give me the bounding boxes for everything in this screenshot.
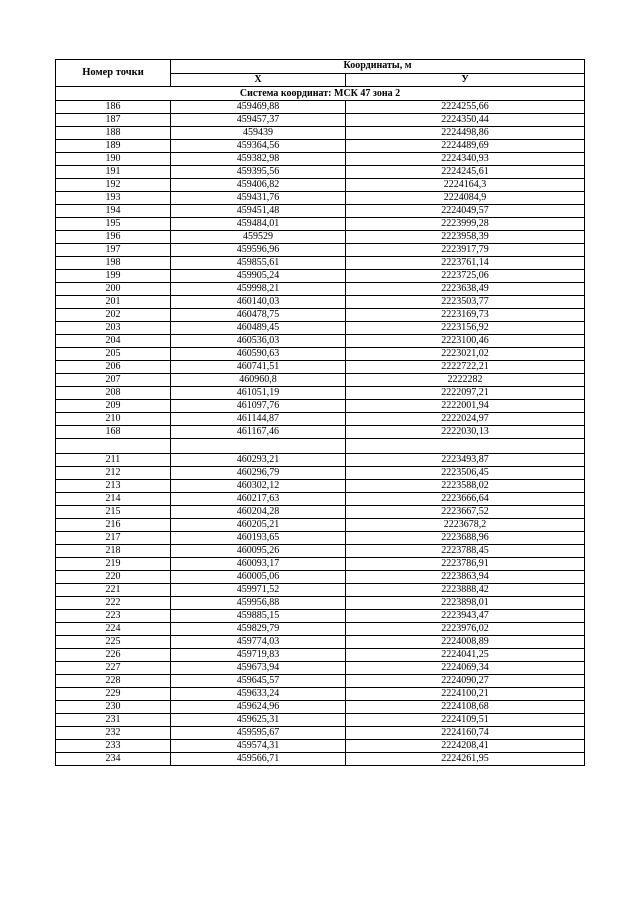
table-row [56, 140, 585, 153]
point-number-cell: 218 [56, 545, 171, 558]
point-number-header: Номер точки [56, 60, 171, 87]
table-row [56, 480, 585, 493]
table-row [56, 322, 585, 335]
x-coordinate-cell: 459855,61 [171, 257, 346, 270]
point-number-cell: 230 [56, 701, 171, 714]
x-coordinate-cell: 459624,96 [171, 701, 346, 714]
x-coordinate-cell: 460205,21 [171, 519, 346, 532]
x-coordinate-cell: 459469,88 [171, 101, 346, 114]
point-number-cell: 193 [56, 192, 171, 205]
y-coordinate-cell: 2223917,79 [346, 244, 585, 257]
y-coordinate-cell: 2223100,46 [346, 335, 585, 348]
y-coordinate-cell: 2223503,77 [346, 296, 585, 309]
point-number-cell: 226 [56, 649, 171, 662]
point-number-cell: 209 [56, 400, 171, 413]
y-coordinate-cell: 2223725,06 [346, 270, 585, 283]
y-coordinate-cell: 2223863,94 [346, 571, 585, 584]
table-row [56, 545, 585, 558]
y-coordinate-cell: 2223588,02 [346, 480, 585, 493]
point-number-cell: 188 [56, 127, 171, 140]
table-row [56, 467, 585, 480]
point-number-cell: 223 [56, 610, 171, 623]
table-row [56, 532, 585, 545]
y-coordinate-cell: 2223788,45 [346, 545, 585, 558]
y-coordinate-cell: 2223943,47 [346, 610, 585, 623]
y-coordinate-cell: 2223761,14 [346, 257, 585, 270]
point-number-cell: 208 [56, 387, 171, 400]
point-number-cell: 200 [56, 283, 171, 296]
y-coordinate-cell: 2224208,41 [346, 740, 585, 753]
y-coordinate-cell: 2222097,21 [346, 387, 585, 400]
x-coordinate-cell: 460193,65 [171, 532, 346, 545]
point-number-cell: 216 [56, 519, 171, 532]
table-row [56, 675, 585, 688]
x-coordinate-cell: 459885,15 [171, 610, 346, 623]
x-coordinate-cell: 459529 [171, 231, 346, 244]
y-coordinate-cell: 2224340,93 [346, 153, 585, 166]
y-coordinate-cell: 2224108,68 [346, 701, 585, 714]
point-number-cell: 221 [56, 584, 171, 597]
y-coordinate-cell: 2223156,92 [346, 322, 585, 335]
x-coordinate-cell: 460296,79 [171, 467, 346, 480]
y-coordinate-cell: 2224100,21 [346, 688, 585, 701]
point-number-cell: 227 [56, 662, 171, 675]
x-coordinate-cell: 460478,75 [171, 309, 346, 322]
table-row [56, 127, 585, 140]
table-row [56, 335, 585, 348]
y-coordinate-cell: 2223493,87 [346, 454, 585, 467]
x-coordinate-cell: 461144,87 [171, 413, 346, 426]
table-row [56, 623, 585, 636]
x-coordinate-cell: 459439 [171, 127, 346, 140]
x-coordinate-cell: 460590,63 [171, 348, 346, 361]
point-number-cell: 211 [56, 454, 171, 467]
x-coordinate-cell: 460302,12 [171, 480, 346, 493]
point-number-cell: 229 [56, 688, 171, 701]
table-row [56, 166, 585, 179]
y-coordinate-cell: 2224090,27 [346, 675, 585, 688]
x-coordinate-cell: 459395,56 [171, 166, 346, 179]
y-coordinate-cell: 2222024,97 [346, 413, 585, 426]
point-number-cell: 204 [56, 335, 171, 348]
y-coordinate-cell: 2224498,86 [346, 127, 585, 140]
x-coordinate-cell: 460005,06 [171, 571, 346, 584]
y-coordinate-cell: 2224049,57 [346, 205, 585, 218]
point-number-cell: 201 [56, 296, 171, 309]
table-row [56, 192, 585, 205]
x-coordinate-cell: 459574,31 [171, 740, 346, 753]
table-row [56, 584, 585, 597]
blank-separator-row [56, 439, 585, 454]
y-coordinate-cell [346, 439, 585, 454]
table-header [56, 60, 585, 87]
point-number-cell: 186 [56, 101, 171, 114]
x-coordinate-cell: 460489,45 [171, 322, 346, 335]
point-number-cell: 199 [56, 270, 171, 283]
table-row [56, 400, 585, 413]
table-row [56, 740, 585, 753]
table-row [56, 153, 585, 166]
x-coordinate-cell: 461051,19 [171, 387, 346, 400]
table-row [56, 454, 585, 467]
y-coordinate-cell: 2223666,64 [346, 493, 585, 506]
x-coordinate-cell: 459971,52 [171, 584, 346, 597]
x-coordinate-cell: 459905,24 [171, 270, 346, 283]
y-coordinate-cell: 2224350,44 [346, 114, 585, 127]
table-row [56, 348, 585, 361]
x-coordinate-cell: 459956,88 [171, 597, 346, 610]
table-row [56, 244, 585, 257]
table-row [56, 493, 585, 506]
y-coordinate-cell: 2223888,42 [346, 584, 585, 597]
point-number-cell: 191 [56, 166, 171, 179]
x-coordinate-cell: 459625,31 [171, 714, 346, 727]
x-coordinate-cell: 460741,51 [171, 361, 346, 374]
table-row [56, 179, 585, 192]
y-coordinate-cell: 2224084,9 [346, 192, 585, 205]
x-column-header: X [171, 73, 346, 87]
y-coordinate-cell: 2222282 [346, 374, 585, 387]
point-number-cell: 203 [56, 322, 171, 335]
table-row [56, 114, 585, 127]
x-coordinate-cell: 459673,94 [171, 662, 346, 675]
y-coordinate-cell: 2224008,89 [346, 636, 585, 649]
point-number-cell: 224 [56, 623, 171, 636]
y-coordinate-cell: 2223688,96 [346, 532, 585, 545]
x-coordinate-cell: 460140,03 [171, 296, 346, 309]
table-row [56, 426, 585, 439]
point-number-cell: 205 [56, 348, 171, 361]
x-coordinate-cell: 459596,96 [171, 244, 346, 257]
y-coordinate-cell: 2224109,51 [346, 714, 585, 727]
x-coordinate-cell: 461167,46 [171, 426, 346, 439]
point-number-cell: 214 [56, 493, 171, 506]
y-coordinate-cell: 2223638,49 [346, 283, 585, 296]
y-coordinate-cell: 2223786,91 [346, 558, 585, 571]
y-coordinate-cell: 2223976,02 [346, 623, 585, 636]
x-coordinate-cell: 460293,21 [171, 454, 346, 467]
table-row [56, 270, 585, 283]
table-row [56, 231, 585, 244]
point-number-cell: 220 [56, 571, 171, 584]
x-coordinate-cell: 459719,83 [171, 649, 346, 662]
y-coordinate-cell: 2223678,2 [346, 519, 585, 532]
x-coordinate-cell: 459998,21 [171, 283, 346, 296]
table-row [56, 101, 585, 114]
point-number-cell: 232 [56, 727, 171, 740]
y-coordinate-cell: 2223021,02 [346, 348, 585, 361]
table-row [56, 506, 585, 519]
y-coordinate-cell: 2223898,01 [346, 597, 585, 610]
y-coordinate-cell: 2222001,94 [346, 400, 585, 413]
x-coordinate-cell: 460095,26 [171, 545, 346, 558]
y-coordinate-cell: 2224160,74 [346, 727, 585, 740]
point-number-cell: 195 [56, 218, 171, 231]
point-number-cell: 210 [56, 413, 171, 426]
table-row [56, 218, 585, 231]
coordinate-system-label: Система координат: МСК 47 зона 2 [56, 87, 585, 101]
coordinate-system-row [56, 87, 585, 101]
table-row [56, 597, 585, 610]
table-row [56, 688, 585, 701]
point-number-cell [56, 439, 171, 454]
x-coordinate-cell: 461097,76 [171, 400, 346, 413]
table-body [56, 87, 585, 766]
point-number-cell: 231 [56, 714, 171, 727]
x-coordinate-cell: 460093,17 [171, 558, 346, 571]
x-coordinate-cell: 459406,82 [171, 179, 346, 192]
point-number-cell: 222 [56, 597, 171, 610]
point-number-cell: 234 [56, 753, 171, 766]
point-number-cell: 225 [56, 636, 171, 649]
x-coordinate-cell: 459774,03 [171, 636, 346, 649]
point-number-cell: 168 [56, 426, 171, 439]
y-coordinate-cell: 2224261,95 [346, 753, 585, 766]
x-coordinate-cell: 459645,57 [171, 675, 346, 688]
x-coordinate-cell: 459484,01 [171, 218, 346, 231]
y-coordinate-cell: 2224069,34 [346, 662, 585, 675]
point-number-cell: 192 [56, 179, 171, 192]
y-column-header: У [346, 73, 585, 87]
x-coordinate-cell: 460204,28 [171, 506, 346, 519]
coordinates-table [55, 59, 585, 766]
x-coordinate-cell: 459566,71 [171, 753, 346, 766]
table-row [56, 662, 585, 675]
y-coordinate-cell: 2224255,66 [346, 101, 585, 114]
point-number-cell: 212 [56, 467, 171, 480]
point-number-cell: 197 [56, 244, 171, 257]
x-coordinate-cell: 460217,63 [171, 493, 346, 506]
point-number-cell: 196 [56, 231, 171, 244]
table-row [56, 205, 585, 218]
x-coordinate-cell: 459829,79 [171, 623, 346, 636]
y-coordinate-cell: 2222722,21 [346, 361, 585, 374]
table-row [56, 649, 585, 662]
y-coordinate-cell: 2224489,69 [346, 140, 585, 153]
table-row [56, 257, 585, 270]
table-row [56, 309, 585, 322]
table-row [56, 519, 585, 532]
x-coordinate-cell: 460536,03 [171, 335, 346, 348]
y-coordinate-cell: 2223999,28 [346, 218, 585, 231]
point-number-cell: 215 [56, 506, 171, 519]
x-coordinate-cell: 459451,48 [171, 205, 346, 218]
x-coordinate-cell: 460960,8 [171, 374, 346, 387]
point-number-cell: 207 [56, 374, 171, 387]
table-row [56, 361, 585, 374]
point-number-cell: 213 [56, 480, 171, 493]
point-number-cell: 198 [56, 257, 171, 270]
point-number-cell: 219 [56, 558, 171, 571]
x-coordinate-cell [171, 439, 346, 454]
table-row [56, 636, 585, 649]
x-coordinate-cell: 459633,24 [171, 688, 346, 701]
y-coordinate-cell: 2223958,39 [346, 231, 585, 244]
point-number-cell: 189 [56, 140, 171, 153]
y-coordinate-cell: 2222030,13 [346, 426, 585, 439]
table-row [56, 296, 585, 309]
x-coordinate-cell: 459364,56 [171, 140, 346, 153]
point-number-cell: 233 [56, 740, 171, 753]
table-row [56, 753, 585, 766]
y-coordinate-cell: 2224041,25 [346, 649, 585, 662]
point-number-cell: 228 [56, 675, 171, 688]
table-row [56, 714, 585, 727]
table-row [56, 610, 585, 623]
table-row [56, 701, 585, 714]
table-row [56, 413, 585, 426]
point-number-cell: 217 [56, 532, 171, 545]
y-coordinate-cell: 2224245,61 [346, 166, 585, 179]
coordinates-header: Координаты, м [171, 60, 585, 74]
table-row [56, 571, 585, 584]
table-row [56, 558, 585, 571]
y-coordinate-cell: 2223169,73 [346, 309, 585, 322]
y-coordinate-cell: 2223506,45 [346, 467, 585, 480]
table-row [56, 374, 585, 387]
point-number-cell: 206 [56, 361, 171, 374]
y-coordinate-cell: 2224164,3 [346, 179, 585, 192]
x-coordinate-cell: 459382,98 [171, 153, 346, 166]
y-coordinate-cell: 2223667,52 [346, 506, 585, 519]
point-number-cell: 187 [56, 114, 171, 127]
table-row [56, 727, 585, 740]
x-coordinate-cell: 459595,67 [171, 727, 346, 740]
table-row [56, 387, 585, 400]
point-number-cell: 194 [56, 205, 171, 218]
table-row [56, 283, 585, 296]
x-coordinate-cell: 459457,37 [171, 114, 346, 127]
x-coordinate-cell: 459431,76 [171, 192, 346, 205]
point-number-cell: 202 [56, 309, 171, 322]
point-number-cell: 190 [56, 153, 171, 166]
